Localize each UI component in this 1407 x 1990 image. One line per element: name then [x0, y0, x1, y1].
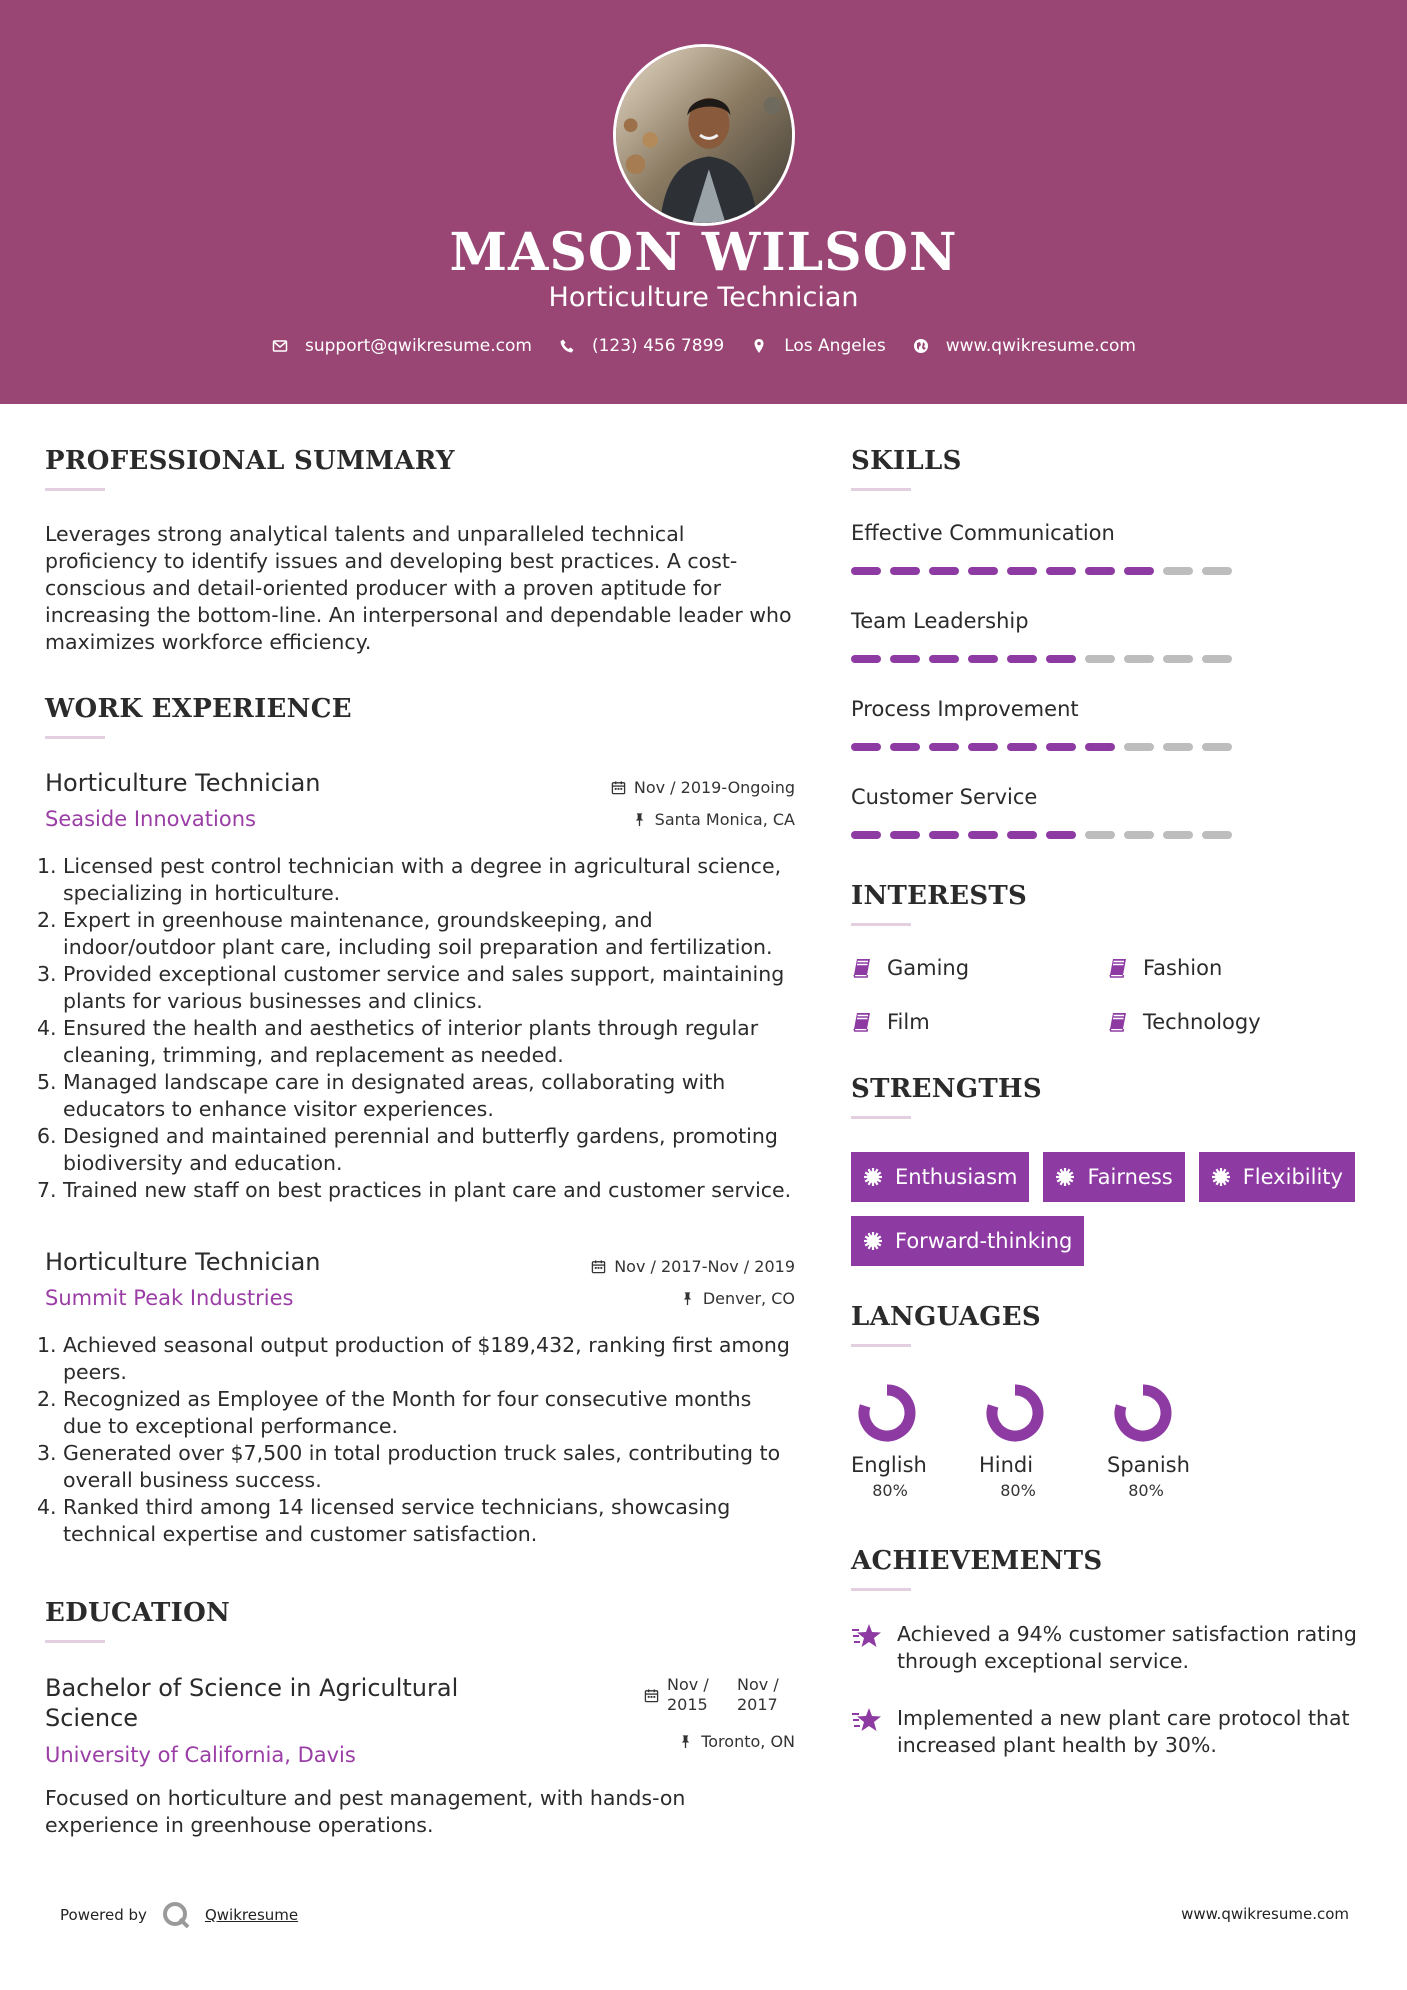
badge-icon: [1211, 1167, 1231, 1187]
skill-item: [851, 521, 1371, 575]
duty-item: [37, 1332, 795, 1386]
skill-name: Effective Communication: [851, 521, 1115, 545]
duty-number: 4.: [37, 1495, 57, 1519]
calendar-icon: [591, 1259, 606, 1274]
left-column: [37, 404, 795, 1839]
skill-level-bar: [851, 655, 1371, 663]
duty-item: [37, 1015, 795, 1069]
skill-level-segment: [1124, 831, 1154, 839]
language-percent: 80%: [1000, 1481, 1036, 1500]
section-divider: [851, 1588, 911, 1591]
map-pin-icon: [750, 337, 768, 355]
skill-item: [851, 609, 1371, 663]
pushpin-icon: [680, 1291, 695, 1306]
summary-section: [45, 446, 795, 656]
duty-number: 1.: [37, 854, 57, 878]
achievements-title: ACHIEVEMENTS: [851, 1546, 1103, 1576]
strength-chip: [851, 1152, 1029, 1202]
strength-chip: [1043, 1152, 1184, 1202]
experience-title: WORK EXPERIENCE: [45, 694, 352, 724]
brand-link[interactable]: Qwikresume: [204, 1906, 299, 1924]
skill-level-segment: [1202, 743, 1232, 751]
calendar-icon: [644, 1688, 659, 1703]
section-divider: [45, 736, 105, 739]
interests-section: [851, 881, 1371, 1034]
contact-website[interactable]: [912, 336, 1136, 356]
job-dates: Nov / 2019-Ongoing: [633, 777, 795, 797]
achievement-text: Implemented a new plant care protocol that increased plant health by 30%.: [897, 1706, 1350, 1757]
language-item: [1107, 1381, 1235, 1500]
language-percent: 80%: [1128, 1481, 1164, 1500]
skill-level-segment: [929, 655, 959, 663]
duty-text: Provided exceptional customer service and sales support, maintaining plants for various businesses and clinics.: [63, 962, 785, 1013]
duty-text: Generated over $7,500 in total production truck sales, contributing to overall business success.: [63, 1441, 781, 1492]
language-proficiency-ring: [983, 1381, 1047, 1445]
duty-item: [37, 853, 795, 907]
summary-title: PROFESSIONAL SUMMARY: [45, 446, 455, 476]
interest-item: [1107, 956, 1363, 980]
contact-bar: [0, 336, 1407, 356]
job-company: Summit Peak Industries: [45, 1286, 294, 1310]
skill-level-segment: [890, 567, 920, 575]
skill-level-segment: [1085, 655, 1115, 663]
strengths-list: [851, 1152, 1371, 1266]
skill-item: [851, 697, 1371, 751]
profile-photo-image: [616, 47, 792, 223]
interest-item: [851, 956, 1107, 980]
duty-item: [37, 1123, 795, 1177]
duty-item: [37, 1494, 795, 1548]
strength-label: Forward-thinking: [895, 1229, 1073, 1253]
language-item: [979, 1381, 1107, 1500]
language-name: Spanish: [1107, 1453, 1190, 1477]
candidate-role: Horticulture Technician: [548, 282, 859, 313]
skill-level-segment: [1046, 567, 1076, 575]
skill-level-segment: [890, 831, 920, 839]
pushpin-icon: [678, 1734, 693, 1749]
strength-label: Enthusiasm: [895, 1165, 1018, 1189]
skill-level-segment: [929, 743, 959, 751]
interest-item: [1107, 1010, 1363, 1034]
resume-header: [0, 0, 1407, 404]
duty-item: [37, 1177, 795, 1204]
language-proficiency-ring: [855, 1381, 919, 1445]
skills-title: SKILLS: [851, 446, 962, 476]
skill-level-segment: [1007, 743, 1037, 751]
contact-email-text: support@qwikresume.com: [305, 336, 532, 356]
skill-level-segment: [1007, 831, 1037, 839]
contact-phone[interactable]: [558, 336, 724, 356]
skill-level-segment: [929, 831, 959, 839]
skill-level-segment: [1085, 831, 1115, 839]
skill-level-segment: [851, 831, 881, 839]
contact-phone-text: (123) 456 7899: [591, 336, 725, 356]
strength-label: Fairness: [1087, 1165, 1173, 1189]
education-section: [45, 1598, 795, 1839]
achievement-text: Achieved a 94% customer satisfaction rating through exceptional service.: [897, 1622, 1357, 1673]
skills-list: [851, 521, 1371, 839]
duty-text: Trained new staff on best practices in plant care and customer service.: [63, 1178, 792, 1202]
language-proficiency-ring: [1111, 1381, 1175, 1445]
strength-chip: [1199, 1152, 1355, 1202]
skill-level-segment: [851, 743, 881, 751]
calendar-icon: [611, 780, 626, 795]
skill-level-segment: [1163, 567, 1193, 575]
book-icon: [1107, 957, 1129, 979]
job-duties: [37, 1332, 795, 1548]
language-percent: 80%: [872, 1481, 908, 1500]
duty-number: 6.: [37, 1124, 57, 1148]
envelope-icon: [271, 337, 289, 355]
job-duties: [37, 853, 795, 1204]
skill-level-segment: [929, 567, 959, 575]
star-icon: [851, 1705, 883, 1735]
section-divider: [851, 923, 911, 926]
duty-number: 4.: [37, 1016, 57, 1040]
skill-level-segment: [1124, 743, 1154, 751]
book-icon: [851, 957, 873, 979]
duty-number: 7.: [37, 1178, 57, 1202]
interest-label: Fashion: [1143, 956, 1223, 980]
duty-item: [37, 1440, 795, 1494]
skill-level-segment: [890, 743, 920, 751]
duty-number: 5.: [37, 1070, 57, 1094]
skill-level-segment: [968, 567, 998, 575]
skill-level-segment: [1163, 831, 1193, 839]
duty-text: Ranked third among 14 licensed service technicians, showcasing technical expertise and customer satisfaction.: [63, 1495, 731, 1546]
duty-item: [37, 1069, 795, 1123]
skill-level-segment: [1085, 567, 1115, 575]
job-title: Horticulture Technician: [45, 769, 321, 797]
candidate-name: MASON WILSON: [449, 222, 958, 283]
duty-number: 3.: [37, 1441, 57, 1465]
degree-title: Bachelor of Science in Agricultural Science: [45, 1674, 459, 1732]
skill-level-bar: [851, 743, 1371, 751]
education-start: Nov / 2015: [667, 1675, 709, 1714]
skill-item: [851, 785, 1371, 839]
skill-level-segment: [1007, 655, 1037, 663]
profile-photo: [613, 44, 795, 226]
interest-label: Technology: [1143, 1010, 1261, 1034]
skill-level-bar: [851, 567, 1371, 575]
achievement-item: [851, 1705, 1371, 1759]
duty-number: 1.: [37, 1333, 57, 1357]
job-dates: Nov / 2017-Nov / 2019: [614, 1256, 795, 1276]
language-name: English: [851, 1453, 927, 1477]
book-icon: [1107, 1011, 1129, 1033]
duty-text: Managed landscape care in designated areas, collaborating with educators to enhance visitor experiences.: [63, 1070, 726, 1121]
skill-name: Process Improvement: [851, 697, 1079, 721]
job-company: Seaside Innovations: [45, 807, 256, 831]
strength-label: Flexibility: [1242, 1165, 1343, 1189]
skill-level-segment: [890, 655, 920, 663]
duty-text: Recognized as Employee of the Month for four consecutive months due to exceptional performance.: [63, 1387, 752, 1438]
globe-icon: [912, 337, 930, 355]
education-end: Nov / 2017: [737, 1675, 779, 1714]
skill-level-segment: [1202, 655, 1232, 663]
experience-section: [37, 694, 795, 1548]
duty-text: Licensed pest control technician with a degree in agricultural science, specializing in horticulture.: [63, 854, 782, 905]
strength-chip: [851, 1216, 1084, 1266]
skill-level-bar: [851, 831, 1371, 839]
section-divider: [851, 1116, 911, 1119]
section-divider: [851, 488, 911, 491]
education-location: Toronto, ON: [701, 1731, 795, 1751]
skill-level-segment: [1202, 831, 1232, 839]
interest-label: Film: [887, 1010, 930, 1034]
skill-level-segment: [968, 743, 998, 751]
language-name: Hindi: [979, 1453, 1034, 1477]
interest-label: Gaming: [887, 956, 970, 980]
language-item: [851, 1381, 979, 1500]
skill-level-segment: [1046, 655, 1076, 663]
job-location: Denver, CO: [702, 1288, 795, 1308]
skills-section: [851, 446, 1371, 839]
skill-level-segment: [1046, 831, 1076, 839]
skill-level-segment: [1124, 567, 1154, 575]
job-entry: [37, 769, 795, 1204]
pushpin-icon: [632, 812, 647, 827]
section-divider: [45, 1640, 105, 1643]
skill-level-segment: [1163, 655, 1193, 663]
footer-site-link[interactable]: www.qwikresume.com: [1181, 1905, 1349, 1923]
education-title: EDUCATION: [45, 1598, 231, 1628]
section-divider: [851, 1344, 911, 1347]
skill-name: Customer Service: [851, 785, 1038, 809]
skill-level-segment: [968, 655, 998, 663]
languages-list: [851, 1381, 1371, 1500]
achievements-section: [851, 1546, 1371, 1759]
star-icon: [851, 1621, 883, 1651]
skill-level-segment: [1007, 567, 1037, 575]
section-divider: [45, 488, 105, 491]
strengths-title: STRENGTHS: [851, 1074, 1042, 1104]
skill-level-segment: [851, 567, 881, 575]
job-location: Santa Monica, CA: [654, 809, 795, 829]
duty-number: 2.: [37, 908, 57, 932]
badge-icon: [1055, 1167, 1075, 1187]
languages-title: LANGUAGES: [851, 1302, 1041, 1332]
badge-icon: [863, 1167, 883, 1187]
right-column: [851, 404, 1371, 1759]
contact-location-text: Los Angeles: [784, 336, 886, 356]
contact-website-text: www.qwikresume.com: [945, 336, 1136, 356]
languages-section: [851, 1302, 1371, 1500]
skill-level-segment: [851, 655, 881, 663]
duty-number: 2.: [37, 1387, 57, 1411]
phone-icon: [558, 337, 576, 355]
contact-location: [750, 336, 886, 356]
interests-title: INTERESTS: [851, 881, 1028, 911]
duty-text: Achieved seasonal output production of $189,432, ranking first among peers.: [63, 1333, 790, 1384]
summary-text: Leverages strong analytical talents and unparalleled technical proficiency to identify issues and developing best practices. A cost-conscious and detail-oriented producer with a proven aptitude for increasing the bottom-line. An interpersonal and dependable leader who maximizes workforce efficiency.: [45, 522, 792, 654]
footer-powered-by: [60, 1900, 298, 1930]
contact-email[interactable]: [271, 336, 532, 356]
skill-level-segment: [1046, 743, 1076, 751]
badge-icon: [863, 1231, 883, 1251]
skill-level-segment: [1163, 743, 1193, 751]
duty-item: [37, 1386, 795, 1440]
skill-level-segment: [968, 831, 998, 839]
strengths-section: [851, 1074, 1371, 1266]
duty-item: [37, 907, 795, 961]
skill-level-segment: [1085, 743, 1115, 751]
book-icon: [851, 1011, 873, 1033]
job-title: Horticulture Technician: [45, 1248, 321, 1276]
job-entry: [37, 1248, 795, 1548]
duty-item: [37, 961, 795, 1015]
duty-number: 3.: [37, 962, 57, 986]
skill-name: Team Leadership: [851, 609, 1029, 633]
duty-text: Ensured the health and aesthetics of interior plants through regular cleaning, trimming, and replacement as needed.: [63, 1016, 759, 1067]
duty-text: Expert in greenhouse maintenance, groundskeeping, and indoor/outdoor plant care, including soil preparation and fertilization.: [63, 908, 773, 959]
school-name: University of California, Davis: [45, 1743, 356, 1767]
interests-list: [851, 956, 1371, 1034]
powered-by-label: Powered by: [60, 1906, 147, 1924]
duty-text: Designed and maintained perennial and butterfly gardens, promoting biodiversity and education.: [63, 1124, 778, 1175]
interest-item: [851, 1010, 1107, 1034]
achievement-item: [851, 1621, 1371, 1675]
education-description: Focused on horticulture and pest management, with hands-on experience in greenhouse operations.: [45, 1786, 686, 1837]
skill-level-segment: [1124, 655, 1154, 663]
skill-level-segment: [1202, 567, 1232, 575]
achievements-list: [851, 1621, 1371, 1759]
qwikresume-logo-icon: [161, 1900, 191, 1930]
